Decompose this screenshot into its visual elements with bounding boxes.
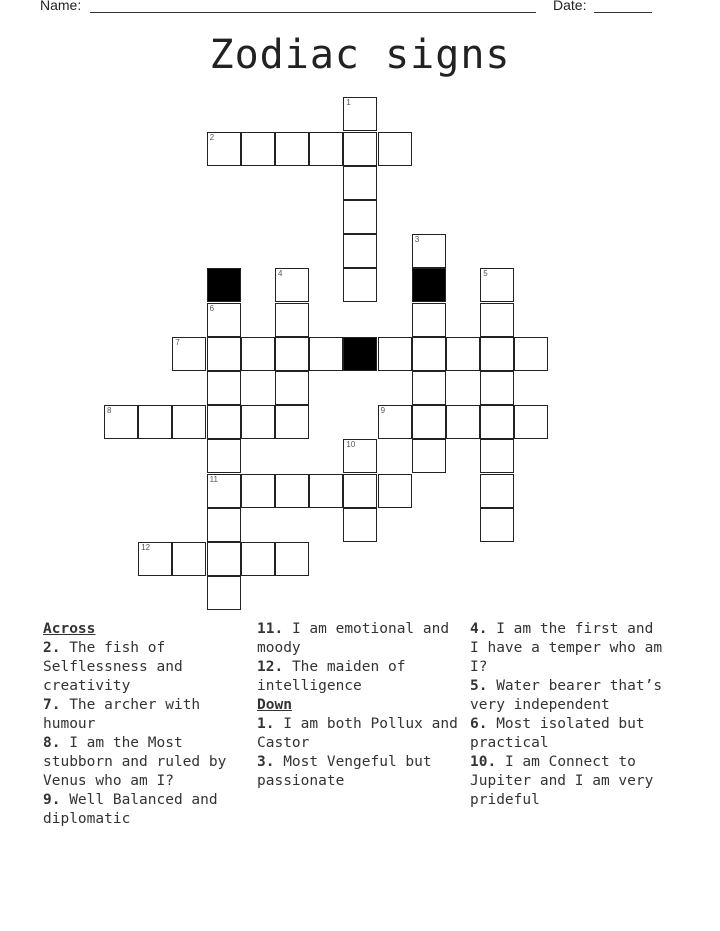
clue-number-9: 9 <box>380 406 386 416</box>
clue-across-11: 11. I am emotional and moody <box>257 621 450 656</box>
grid-cell[interactable] <box>275 405 309 439</box>
clue-down-5: 5. Water bearer that’s very independent <box>470 678 663 713</box>
grid-cell[interactable] <box>480 337 514 371</box>
clue-across-7: 7. The archer with humour <box>43 697 201 732</box>
grid-cell[interactable] <box>480 405 514 439</box>
grid-cell[interactable] <box>343 166 377 200</box>
grid-cell[interactable] <box>241 474 275 508</box>
grid-cell[interactable] <box>343 97 377 131</box>
grid-cell[interactable] <box>309 132 343 166</box>
grid-cell[interactable] <box>343 200 377 234</box>
grid-cell[interactable] <box>514 337 548 371</box>
grid-cell[interactable] <box>275 303 309 337</box>
clues-column-1 <box>43 620 258 829</box>
grid-cell[interactable] <box>343 439 377 473</box>
clue-number-1: 1 <box>346 98 351 108</box>
grid-cell[interactable] <box>275 371 309 405</box>
grid-cell[interactable] <box>412 303 446 337</box>
black-square <box>343 337 377 371</box>
grid-cell[interactable] <box>309 474 343 508</box>
clue-number-5: 5 <box>483 269 488 279</box>
clue-down-6: 6. Most isolated but practical <box>470 716 645 751</box>
grid-cell[interactable] <box>241 132 275 166</box>
clue-down-10: 10. I am Connect to Jupiter and I am very prideful <box>470 754 654 808</box>
down-heading: Down <box>257 697 292 713</box>
grid-cell[interactable] <box>480 371 514 405</box>
grid-cell[interactable] <box>104 405 138 439</box>
grid-cell[interactable] <box>378 337 412 371</box>
grid-cell[interactable] <box>343 234 377 268</box>
grid-cell[interactable] <box>172 542 206 576</box>
clue-across-12: 12. The maiden of intelligence <box>257 659 406 694</box>
clue-number-4: 4 <box>278 269 283 279</box>
grid-cell[interactable] <box>412 439 446 473</box>
clue-number-3: 3 <box>414 235 420 245</box>
grid-cell[interactable] <box>446 405 480 439</box>
grid-cell[interactable] <box>241 405 275 439</box>
grid-cell[interactable] <box>207 439 241 473</box>
clue-number-8: 8 <box>107 406 112 416</box>
puzzle-title: Zodiac signs <box>209 32 511 78</box>
clue-down-3: 3. Most Vengeful but passionate <box>257 754 432 789</box>
grid-cell[interactable] <box>343 132 377 166</box>
grid-cell[interactable] <box>241 337 275 371</box>
date-label: Date: <box>553 0 587 13</box>
clue-number-11: 11 <box>209 474 218 484</box>
grid-cell[interactable] <box>207 508 241 542</box>
grid-cell[interactable] <box>207 303 241 337</box>
grid-cell[interactable] <box>378 474 412 508</box>
clue-number-12: 12 <box>141 543 151 552</box>
grid-cell[interactable] <box>309 337 343 371</box>
grid-cell[interactable] <box>241 542 275 576</box>
clue-down-4: 4. I am the first and I have a temper who am I? <box>470 621 663 675</box>
grid-cell[interactable] <box>480 439 514 473</box>
grid-cell[interactable] <box>138 405 172 439</box>
clue-across-2: 2. The fish of Selflessness and creativity <box>43 640 183 694</box>
grid-cell[interactable] <box>207 132 241 166</box>
grid-cell[interactable] <box>412 234 446 268</box>
clue-across-9: 9. Well Balanced and diplomatic <box>43 792 218 827</box>
grid-cell[interactable] <box>343 474 377 508</box>
grid-cell[interactable] <box>514 405 548 439</box>
clue-down-1: 1. I am both Pollux and Castor <box>257 716 458 751</box>
clue-number-7: 7 <box>175 337 180 347</box>
grid-cell[interactable] <box>480 268 514 302</box>
grid-cell[interactable] <box>480 508 514 542</box>
grid-cell[interactable] <box>480 303 514 337</box>
clues-column-2 <box>257 620 469 791</box>
clues-column-3 <box>470 620 670 810</box>
clue-number-6: 6 <box>209 303 215 313</box>
across-heading: Across <box>43 621 96 637</box>
grid-cell[interactable] <box>172 405 206 439</box>
clue-number-2: 2 <box>209 132 215 142</box>
grid-cell[interactable] <box>207 474 241 508</box>
grid-cell[interactable] <box>412 371 446 405</box>
clue-number-10: 10 <box>346 440 356 450</box>
grid-cell[interactable] <box>412 337 446 371</box>
grid-cell[interactable] <box>275 337 309 371</box>
grid-cell[interactable] <box>207 371 241 405</box>
grid-cell[interactable] <box>275 132 309 166</box>
grid-cell[interactable] <box>207 405 241 439</box>
grid-cell[interactable] <box>275 474 309 508</box>
name-label: Name: <box>40 0 82 13</box>
grid-cell[interactable] <box>207 337 241 371</box>
black-square <box>207 268 241 302</box>
grid-cell[interactable] <box>378 132 412 166</box>
grid-cell[interactable] <box>207 542 241 576</box>
grid-cell[interactable] <box>412 405 446 439</box>
grid-cell[interactable] <box>275 542 309 576</box>
grid-cell[interactable] <box>138 542 172 576</box>
black-square <box>412 268 446 302</box>
grid-cell[interactable] <box>343 268 377 302</box>
grid-cell[interactable] <box>172 337 206 371</box>
grid-cell[interactable] <box>446 337 480 371</box>
grid-cell[interactable] <box>378 405 412 439</box>
grid-cell[interactable] <box>207 576 241 610</box>
grid-cell[interactable] <box>275 268 309 302</box>
clue-across-8: 8. I am the Most stubborn and ruled by Venus who am I? <box>43 735 227 789</box>
grid-cell[interactable] <box>480 474 514 508</box>
grid-cell[interactable] <box>343 508 377 542</box>
